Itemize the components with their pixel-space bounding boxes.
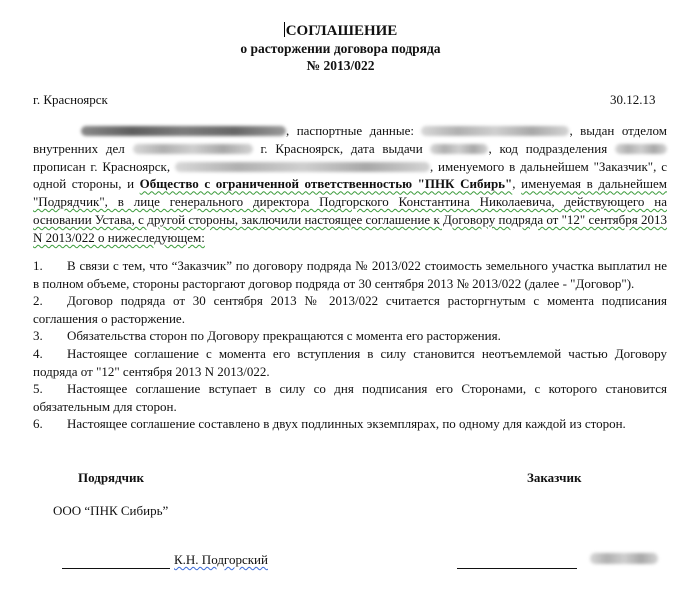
- redacted-issuing-office: [133, 144, 253, 154]
- company-full-name: Общество с ограниченной ответственностью "ПНК Сибирь": [139, 176, 513, 192]
- customer-signature-line: [457, 568, 577, 569]
- preamble-s2: , выдан отделом: [569, 123, 668, 138]
- preamble-s7: , именуемого в дальнейшем: [429, 158, 589, 174]
- contractor-label: Подрядчик: [78, 470, 144, 485]
- redacted-passport-number: [421, 126, 569, 136]
- preamble-paragraph: [33, 122, 667, 247]
- redacted-address: [175, 162, 430, 172]
- document-date: 30.12.13: [610, 92, 656, 107]
- document-title: СОГЛАШЕНИЕ: [285, 23, 398, 39]
- preamble-s3: внутренних дел: [33, 140, 125, 156]
- list-item: 1. В связи с тем, что “Заказчик” по договору подряда № 2013/022 стоимость земельного участка выплатил не в полном объеме, стороны расторгают договор подряда от 30 сентября 2013 № 2013/022 (далее - "Договор").: [33, 258, 667, 291]
- contractor-signature-line: [62, 568, 170, 569]
- customer-label: Заказчик: [527, 470, 582, 485]
- redacted-customer-signer: [590, 553, 658, 564]
- preamble-s11: именуемая в дальнейшем "Подрядчик", в лице генерального директора Подгорского Константина Николаевича, действующего на основании Устава, с другой стороны, заключили настоящее соглашение к Договору подряда от "12" сентября 2013 N 2013/022 о нижеследующем:: [33, 176, 667, 245]
- list-item: 5. Настоящее соглашение вступает в силу со дня подписания его Сторонами, с которого становится обязательным для сторон.: [33, 381, 667, 414]
- document-subtitle: о расторжении договора подряда: [240, 41, 441, 56]
- contractor-signer-name: К.Н. Подгорский: [174, 552, 268, 567]
- contractor-organization: ООО “ПНК Сибирь”: [53, 503, 169, 518]
- text-cursor: [284, 22, 285, 37]
- list-item: 2. Договор подряда от 30 сентября 2013 № 2013/022 считается расторгнутым с момента подписания соглашения о расторжение.: [33, 293, 667, 326]
- terms-list: [33, 257, 667, 433]
- preamble-s10: ,: [512, 176, 516, 192]
- preamble-s1: , паспортные данные:: [286, 123, 414, 138]
- list-item: 6. Настоящее соглашение составлено в двух подлинных экземплярах, по одному для каждой из сторон.: [33, 416, 626, 432]
- preamble-s8: "Заказчик", с одной стороны, и: [33, 158, 667, 192]
- list-item: 3. Обязательства сторон по Договору прекращаются с момента его расторжения.: [33, 328, 501, 344]
- document-number: № 2013/022: [306, 58, 375, 73]
- document-header: [0, 22, 681, 74]
- redacted-customer-name: [81, 126, 286, 136]
- list-item: 4. Настоящее соглашение с момента его вступления в силу становится неотъемлемой частью Договору подряда от "12" сентября 2013 N 2013/022.: [33, 345, 667, 379]
- redacted-department-code: [615, 144, 667, 154]
- preamble-s5: , код подразделения: [488, 140, 608, 156]
- redacted-issue-date: [430, 144, 488, 154]
- document-city: г. Красноярск: [33, 92, 108, 107]
- preamble-s4: г. Красноярск, дата выдачи: [260, 140, 423, 156]
- preamble-s6: прописан г. Красноярск,: [33, 158, 171, 174]
